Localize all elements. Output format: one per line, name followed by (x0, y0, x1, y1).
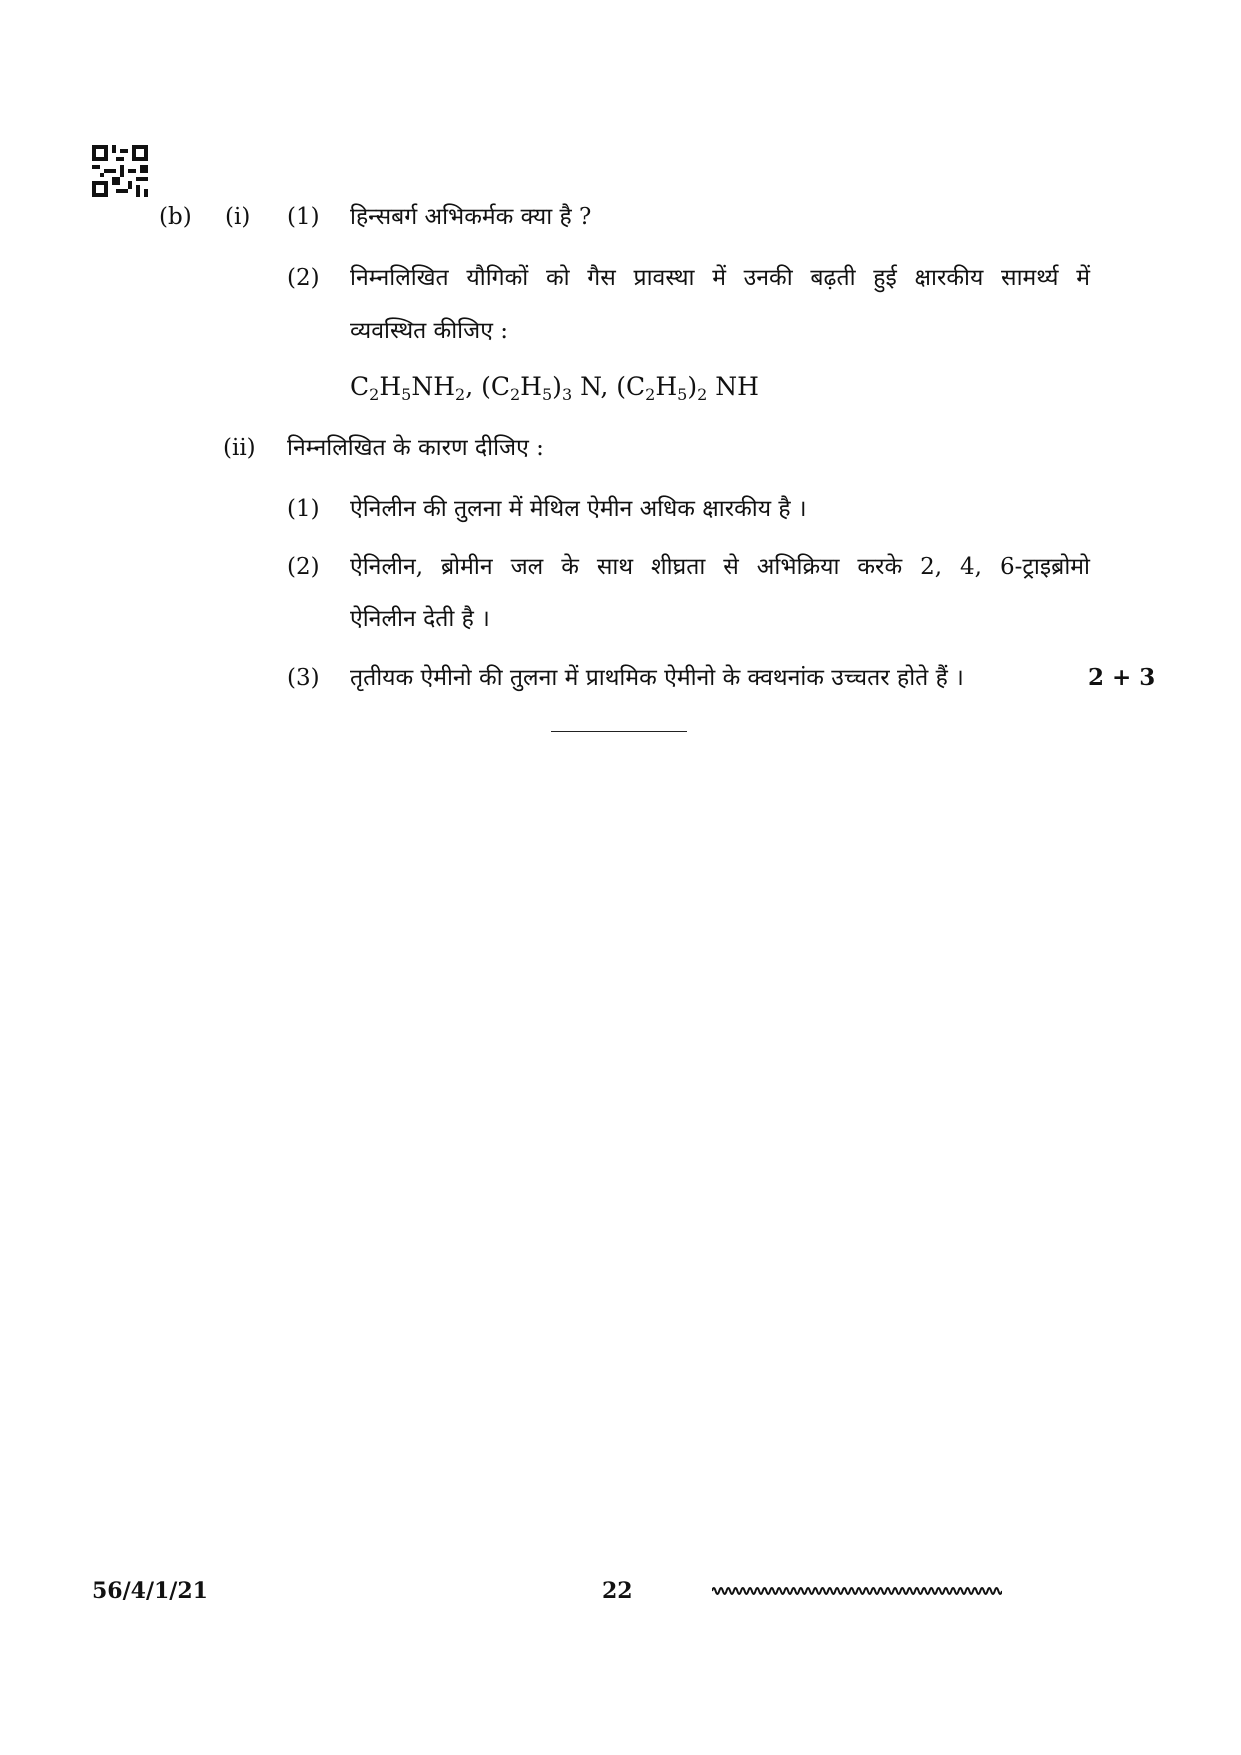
question-text: ऐनिलीन देती है । (350, 606, 490, 632)
section-end-rule (551, 731, 687, 732)
question-text: ऐनिलीन, ब्रोमीन जल के साथ शीघ्रता से अभिक्रिया करके 2, 4, 6-ट्राइब्रोमो (350, 554, 1090, 580)
qr-code-icon (92, 145, 148, 197)
question-text: ऐनिलीन की तुलना में मेथिल ऐमीन अधिक क्षारकीय है । (350, 496, 807, 522)
chemical-formula: $C_2H_5NH_2$, $(C_2H_5)_3$ N, $(C_2H_5)_2$ NH (350, 372, 759, 404)
question-text: निम्नलिखित यौगिकों को गैस प्रावस्था में उनकी बढ़ती हुई क्षारकीय सामर्थ्य में (350, 265, 1090, 291)
question-text: निम्नलिखित के कारण दीजिए : (287, 435, 544, 461)
marks: 2 + 3 (1088, 664, 1156, 691)
part-label: (b) (159, 204, 192, 230)
question-text: हिन्सबर्ग अभिकर्मक क्या है ? (350, 204, 592, 230)
item-number: (3) (287, 665, 320, 691)
item-number: (2) (287, 554, 320, 580)
page-number: 22 (602, 1578, 633, 1604)
sub-part-i-label: (i) (225, 204, 251, 230)
item-number: (2) (287, 265, 320, 291)
sub-part-ii-label: (ii) (223, 435, 256, 461)
wavy-line-decoration (712, 1584, 1002, 1598)
question-text: तृतीयक ऐमीनो की तुलना में प्राथमिक ऐमीनो के क्वथनांक उच्चतर होते हैं । (350, 665, 964, 691)
item-number: (1) (287, 496, 320, 522)
item-number: (1) (287, 204, 320, 230)
paper-code: 56/4/1/21 (92, 1578, 208, 1604)
question-text: व्यवस्थित कीजिए : (350, 318, 508, 344)
